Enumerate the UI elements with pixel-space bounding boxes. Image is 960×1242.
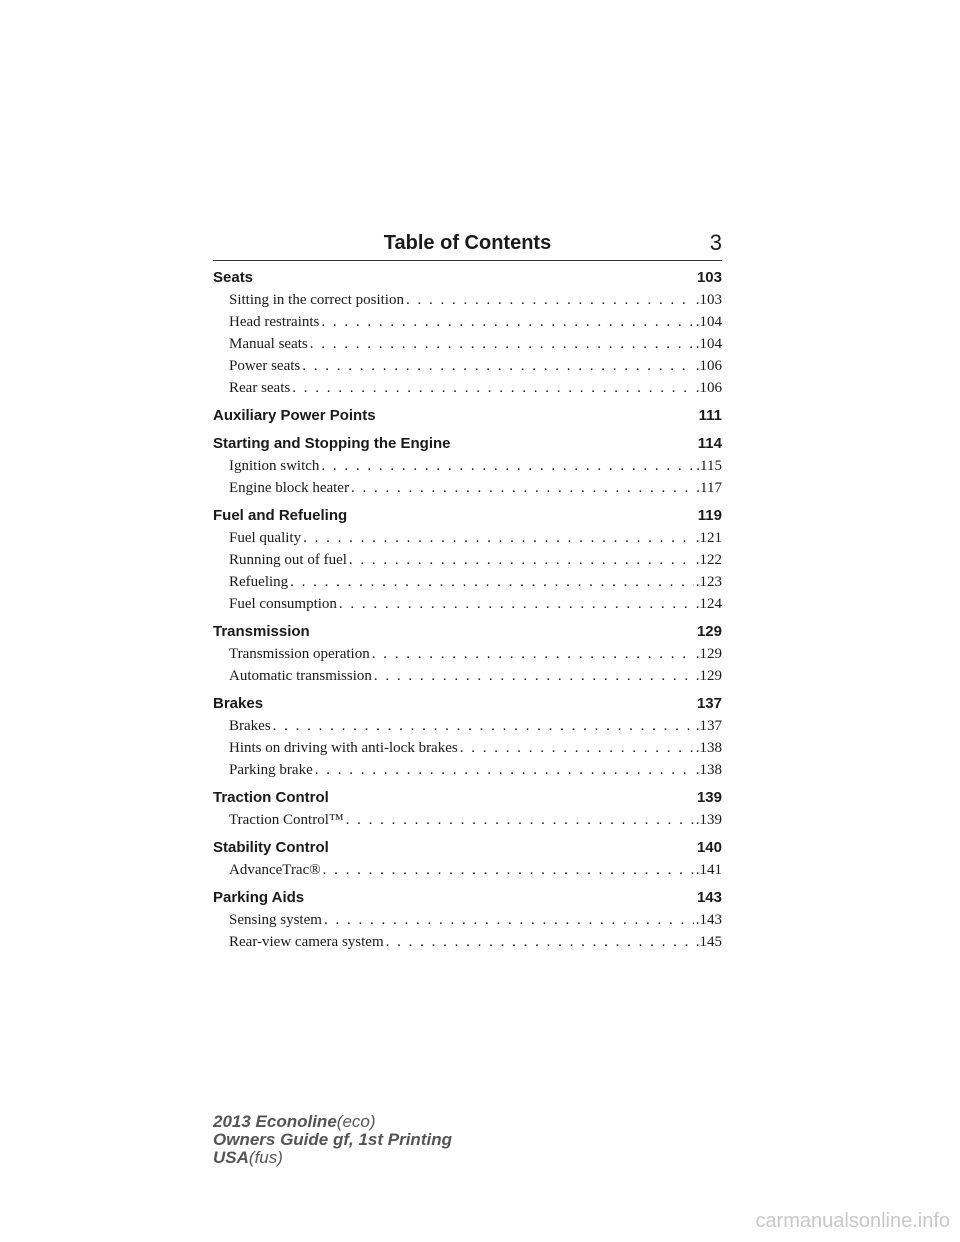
toc-entry-page: .143 — [695, 912, 722, 928]
toc-entry-page: .104 — [695, 314, 722, 330]
toc-entry-title: Sitting in the correct position — [229, 292, 404, 308]
toc-section-page: 140 — [696, 839, 722, 856]
toc-entry-page: .103 — [695, 292, 722, 308]
toc-entry-title: Ignition switch — [229, 458, 320, 474]
toc-entry-page: .121 — [695, 530, 722, 546]
toc-entry-page: .106 — [695, 380, 722, 396]
toc-entry-page: .124 — [695, 596, 722, 612]
footer-line-1: 2013 Econoline(eco) — [213, 1112, 376, 1131]
toc-entry-page: .141 — [695, 862, 722, 878]
toc-entry-page: .129 — [695, 646, 722, 662]
dot-leader — [351, 477, 694, 499]
toc-entry-page: .122 — [695, 552, 722, 568]
toc-section-page: 143 — [696, 889, 722, 906]
toc-section-title: Stability Control — [213, 839, 329, 856]
toc-section — [213, 433, 722, 499]
toc-entry-page: .139 — [695, 812, 722, 828]
toc-entry[interactable] — [213, 759, 722, 781]
dot-leader — [339, 593, 694, 615]
toc-entry-page: .138 — [695, 762, 722, 778]
toc-entry-page: .129 — [695, 668, 722, 684]
toc-entry-page: .137 — [695, 718, 722, 734]
dot-leader — [321, 455, 694, 477]
toc-entry-title: Head restraints — [229, 314, 320, 330]
toc-entry[interactable] — [213, 931, 722, 953]
dot-leader — [315, 759, 694, 781]
toc-section-heading[interactable] — [213, 621, 722, 643]
toc-section — [213, 787, 722, 831]
dot-leader — [406, 289, 694, 311]
dot-leader — [349, 549, 694, 571]
toc-entry-title: Parking brake — [229, 762, 313, 778]
toc-section — [213, 887, 722, 953]
toc-entry-page: .123 — [695, 574, 722, 590]
dot-leader — [290, 571, 694, 593]
footer-line-3: USA(fus) — [213, 1148, 283, 1167]
toc-entry-page: .115 — [696, 458, 722, 474]
dot-leader — [310, 333, 694, 355]
toc-entry-title: Running out of fuel — [229, 552, 347, 568]
toc-section-page: 111 — [698, 407, 722, 424]
toc-section-page: 114 — [697, 435, 722, 452]
toc-section-page: 119 — [697, 507, 722, 524]
toc-section-page: 139 — [696, 789, 722, 806]
toc-entry[interactable] — [213, 477, 722, 499]
watermark: carmanualsonline.info — [755, 1210, 950, 1232]
dot-leader — [302, 355, 694, 377]
footer-line-2: Owners Guide gf, 1st Printing — [213, 1130, 452, 1149]
toc-entry-title: Sensing system — [229, 912, 322, 928]
toc-entry[interactable] — [213, 593, 722, 615]
toc-entry[interactable] — [213, 311, 722, 333]
toc-entry-title: Rear-view camera system — [229, 934, 384, 950]
dot-leader — [374, 665, 694, 687]
dot-leader — [386, 931, 694, 953]
toc-entry[interactable] — [213, 643, 722, 665]
toc-section-title: Brakes — [213, 695, 264, 712]
toc-entry-page: .138 — [695, 740, 722, 756]
dot-leader — [321, 311, 693, 333]
toc-section-heading[interactable] — [213, 693, 722, 715]
dot-leader — [324, 909, 694, 931]
toc-section-page: 137 — [696, 695, 722, 712]
toc-section-title: Transmission — [213, 623, 310, 640]
toc-entry-title: Transmission operation — [229, 646, 370, 662]
dot-leader — [273, 715, 694, 737]
toc-section-title: Fuel and Refueling — [213, 507, 348, 524]
dot-leader — [323, 859, 694, 881]
toc-section — [213, 621, 722, 687]
toc-entry-title: Traction Control™ — [229, 812, 344, 828]
toc-entry[interactable] — [213, 571, 722, 593]
page-title: Table of Contents — [383, 232, 552, 254]
toc-section-heading[interactable] — [213, 433, 722, 455]
toc-entry[interactable] — [213, 289, 722, 311]
toc-section — [213, 505, 722, 615]
toc-entry[interactable] — [213, 859, 722, 881]
toc-entry-title: Power seats — [229, 358, 301, 374]
toc-entry-page: .145 — [695, 934, 722, 950]
toc-entry-title: Engine block heater — [229, 480, 349, 496]
toc-section — [213, 267, 722, 399]
toc-entry[interactable] — [213, 355, 722, 377]
toc-entry-title: Hints on driving with anti-lock brakes — [229, 740, 458, 756]
toc-section — [213, 693, 722, 781]
toc-entry[interactable] — [213, 377, 722, 399]
toc-entry-title: Brakes — [229, 718, 271, 734]
toc-entry[interactable] — [213, 809, 722, 831]
toc-section-title: Traction Control — [213, 789, 329, 806]
toc-entry[interactable] — [213, 455, 722, 477]
toc-section-heading[interactable] — [213, 837, 722, 859]
dot-leader — [460, 737, 694, 759]
toc-entry-title: Refueling — [229, 574, 289, 590]
toc-section — [213, 405, 722, 427]
toc-section-title: Auxiliary Power Points — [213, 407, 376, 424]
toc-entry-title: Rear seats — [229, 380, 291, 396]
toc-section-heading[interactable] — [213, 787, 722, 809]
toc-entry[interactable] — [213, 715, 722, 737]
dot-leader — [346, 809, 694, 831]
toc-section-title: Seats — [213, 269, 254, 286]
toc-section-heading[interactable] — [213, 887, 722, 909]
toc-section-heading[interactable] — [213, 267, 722, 289]
toc-entry[interactable] — [213, 737, 722, 759]
toc-entry[interactable] — [213, 333, 722, 355]
toc-section-heading[interactable] — [213, 405, 722, 427]
toc-section-page: 129 — [696, 623, 722, 640]
table-of-contents — [213, 267, 722, 959]
page-number: 3 — [709, 230, 722, 255]
toc-entry-title: Fuel consumption — [229, 596, 337, 612]
toc-entry-title: AdvanceTrac® — [229, 862, 321, 878]
toc-section-page: 103 — [696, 269, 722, 286]
toc-entry-page: .106 — [695, 358, 722, 374]
toc-entry[interactable] — [213, 527, 722, 549]
toc-entry-title: Fuel quality — [229, 530, 302, 546]
toc-section-heading[interactable] — [213, 505, 722, 527]
toc-entry[interactable] — [213, 665, 722, 687]
toc-section-title: Parking Aids — [213, 889, 305, 906]
toc-entry-title: Manual seats — [229, 336, 308, 352]
toc-entry[interactable] — [213, 909, 722, 931]
toc-section-title: Starting and Stopping the Engine — [213, 435, 451, 452]
toc-section — [213, 837, 722, 881]
footer — [213, 1113, 452, 1167]
dot-leader — [372, 643, 694, 665]
toc-entry-page: .117 — [696, 480, 722, 496]
toc-entry-title: Automatic transmission — [229, 668, 372, 684]
dot-leader — [292, 377, 694, 399]
toc-entry-page: .104 — [695, 336, 722, 352]
page-header — [213, 230, 722, 261]
toc-entry[interactable] — [213, 549, 722, 571]
dot-leader — [303, 527, 694, 549]
